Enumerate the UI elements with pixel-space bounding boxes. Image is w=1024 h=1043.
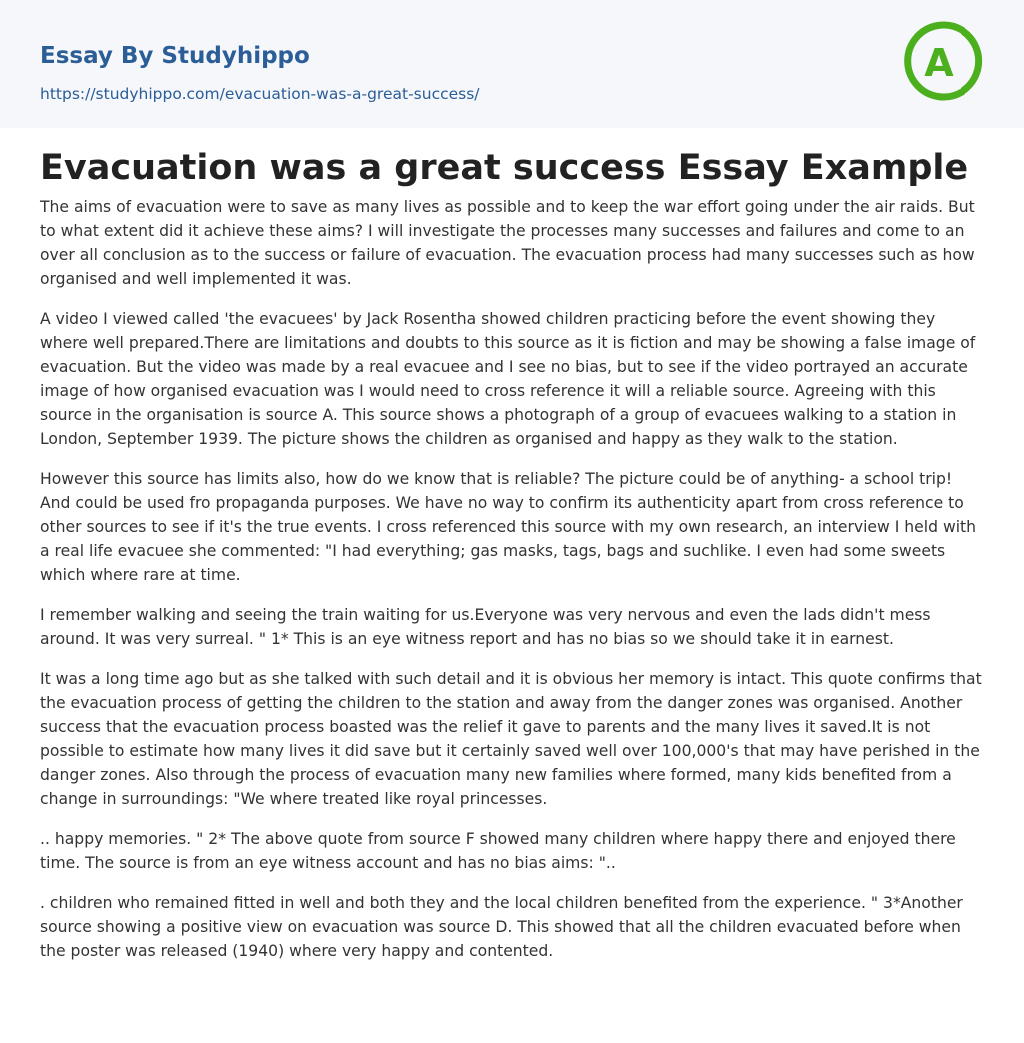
article-body: [40, 195, 986, 963]
article: [40, 142, 986, 979]
article-paragraph: A video I viewed called 'the evacuees' by Jack Rosentha showed children practicing before the event showing they where well prepared.There are limitations and doubts to this source as it is fiction and may be showing a false image of evacuation. But the video was made by a real evacuee and I see no bias, but to see if the video portrayed an accurate image of how organised evacuation was I would need to cross reference it will a reliable source. Agreeing with this source in the organisation is source A. This source shows a photograph of a group of evacuees walking to a station in London, September 1939. The picture shows the children as organised and happy as they walk to the station.: [40, 310, 976, 448]
article-url-link[interactable]: https://studyhippo.com/evacuation-was-a-great-success/: [40, 85, 480, 103]
site-brand[interactable]: Essay By Studyhippo: [40, 43, 310, 69]
article-paragraph: I remember walking and seeing the train waiting for us.Everyone was very nervous and even the lads didn't mess around. It was very surreal. " 1* This is an eye witness report and has no bias so we should take it in earnest.: [40, 606, 931, 648]
article-paragraph: .. happy memories. " 2* The above quote from source F showed many children where happy there and enjoyed there time. The source is from an eye witness account and has no bias aims: "..: [40, 830, 956, 872]
site-header: [0, 0, 1024, 128]
logo-letter: A: [924, 41, 954, 85]
article-paragraph: It was a long time ago but as she talked with such detail and it is obvious her memory is intact. This quote confirms that the evacuation process of getting the children to the station and away from the danger zones was organised. Another success that the evacuation process boasted was the relief it gave to parents and the many lives it saved.It is not possible to estimate how many lives it did save but it certainly saved well over 100,000's that may have perished in the danger zones. Also through the process of evacuation many new families where formed, many kids benefited from a change in surroundings: "We where treated like royal princesses.: [40, 670, 982, 808]
article-paragraph: . children who remained fitted in well and both they and the local children benefited from the experience. " 3*Another source showing a positive view on evacuation was source D. This showed that all the children evacuated before when the poster was released (1940) where very happy and contented.: [40, 894, 963, 960]
article-title: Evacuation was a great success Essay Example: [40, 148, 969, 188]
article-paragraph: However this source has limits also, how do we know that is reliable? The picture could be of anything- a school trip! And could be used fro propaganda purposes. We have no way to confirm its authenticity apart from cross reference to other sources to see if it's the true events. I cross referenced this source with my own research, an interview I held with a real life evacuee she commented: "I had everything; gas masks, tags, bags and suchlike. I even had some sweets which where rare at time.: [40, 470, 977, 584]
studyhippo-logo-icon[interactable]: [904, 18, 990, 104]
article-paragraph: The aims of evacuation were to save as many lives as possible and to keep the war effort going under the air raids. But to what extent did it achieve these aims? I will investigate the processes many successes and failures and come to an over all conclusion as to the success or failure of evacuation. The evacuation process had many successes such as how organised and well implemented it was.: [40, 198, 975, 288]
